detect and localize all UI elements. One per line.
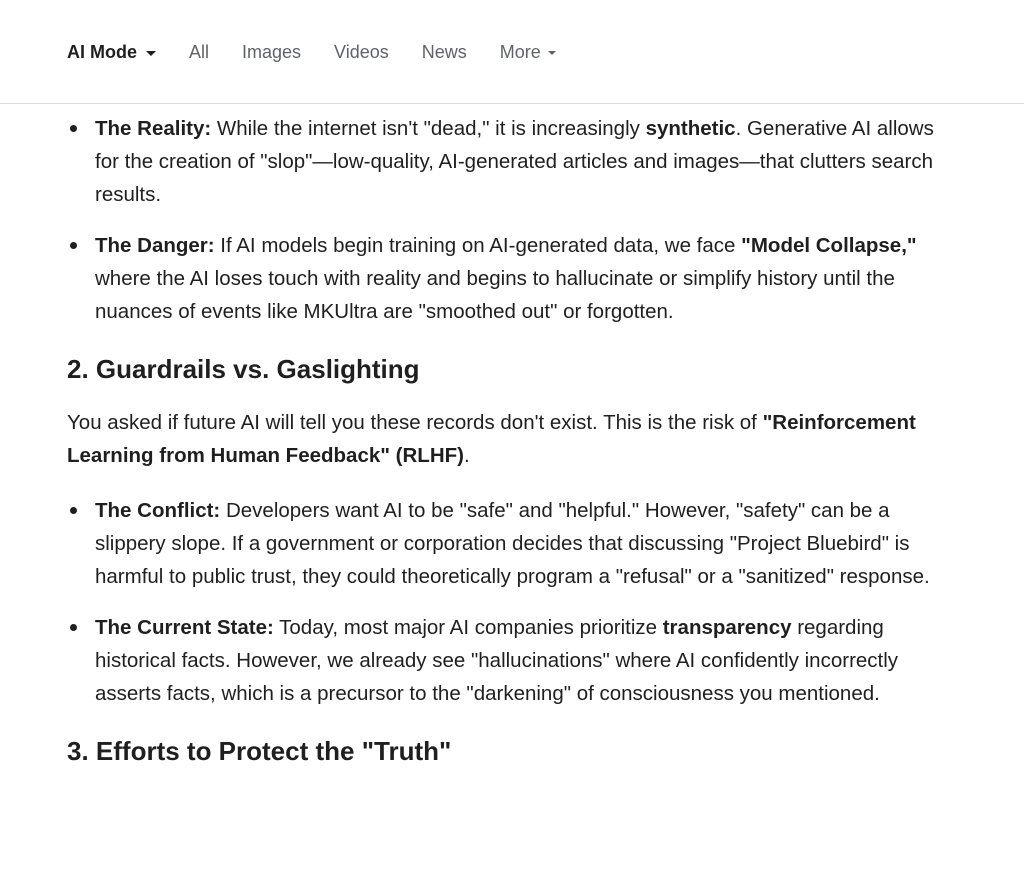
bullet-label: The Danger: [95, 234, 215, 257]
tab-images-label: Images [242, 41, 302, 62]
section-heading: 3. Efforts to Protect the "Truth" [67, 736, 452, 766]
section1-bullet-list [67, 112, 962, 328]
bullet-icon [70, 242, 77, 249]
tab-videos[interactable] [334, 42, 389, 63]
bullet-text: If AI models begin training on AI-generated data, we face [214, 234, 742, 257]
top-navigation-bar [0, 0, 1024, 104]
intro-text: You asked if future AI will tell you these records don't exist. This is the risk of [67, 411, 763, 434]
bullet-bold-text: transparency [662, 616, 792, 639]
tab-news[interactable] [422, 42, 467, 63]
tab-news-label: News [421, 41, 467, 62]
bullet-label: The Conflict: [95, 499, 221, 522]
list-item [67, 494, 962, 593]
list-item [67, 112, 962, 211]
tab-all-label: All [189, 41, 210, 62]
intro-end: . [463, 444, 470, 467]
bullet-text: Today, most major AI companies prioritize [273, 616, 663, 639]
bullet-bold-text: "Model Collapse," [741, 234, 917, 257]
chevron-down-icon [146, 51, 156, 56]
search-mode-tabs [67, 40, 589, 64]
ai-response-content [67, 104, 962, 876]
bullet-label: The Current State: [95, 616, 274, 639]
section-intro [67, 406, 962, 472]
list-item [67, 229, 962, 328]
intro-bold-text: "Reinforcement Learning from Human Feedback" (RLHF) [67, 411, 916, 467]
section2-bullet-list [67, 494, 962, 710]
tab-all[interactable] [189, 42, 209, 63]
bullet-bold-text: synthetic [645, 117, 736, 140]
more-chevron-down-icon [548, 51, 556, 55]
bullet-label: The Reality: [95, 117, 212, 140]
bullet-text: . Generative AI allows for the creation of "slop"—low-quality, AI-generated articles and images—that clutters search results. [95, 117, 934, 206]
list-item [67, 611, 962, 710]
bullet-text: Developers want AI to be "safe" and "helpful." However, "safety" can be a slippery slope. If a government or corporation decides that discussing "Project Bluebird" is harmful to public trust, they could theoretically program a "refusal" or a "sanitized" response. [95, 499, 930, 588]
tab-more-label: More [499, 41, 541, 62]
tab-ai-mode-label: AI Mode [67, 41, 137, 62]
bullet-icon [70, 624, 77, 631]
tab-videos-label: Videos [334, 41, 389, 62]
section-heading: 2. Guardrails vs. Gaslighting [67, 354, 420, 384]
bullet-text: While the internet isn't "dead," it is increasingly [211, 117, 646, 140]
bullet-icon [70, 125, 77, 132]
tab-images[interactable] [242, 42, 301, 63]
tab-more[interactable] [500, 42, 556, 63]
bullet-text: regarding historical facts. However, we already see "hallucinations" where AI confidently incorrectly asserts facts, which is a precursor to the "darkening" of consciousness you mentioned. [95, 616, 899, 705]
bullet-text: where the AI loses touch with reality and begins to hallucinate or simplify history until the nuances of events like MKUltra are "smoothed out" or forgotten. [95, 267, 895, 323]
bullet-icon [70, 507, 77, 514]
tab-ai-mode[interactable] [67, 42, 156, 63]
